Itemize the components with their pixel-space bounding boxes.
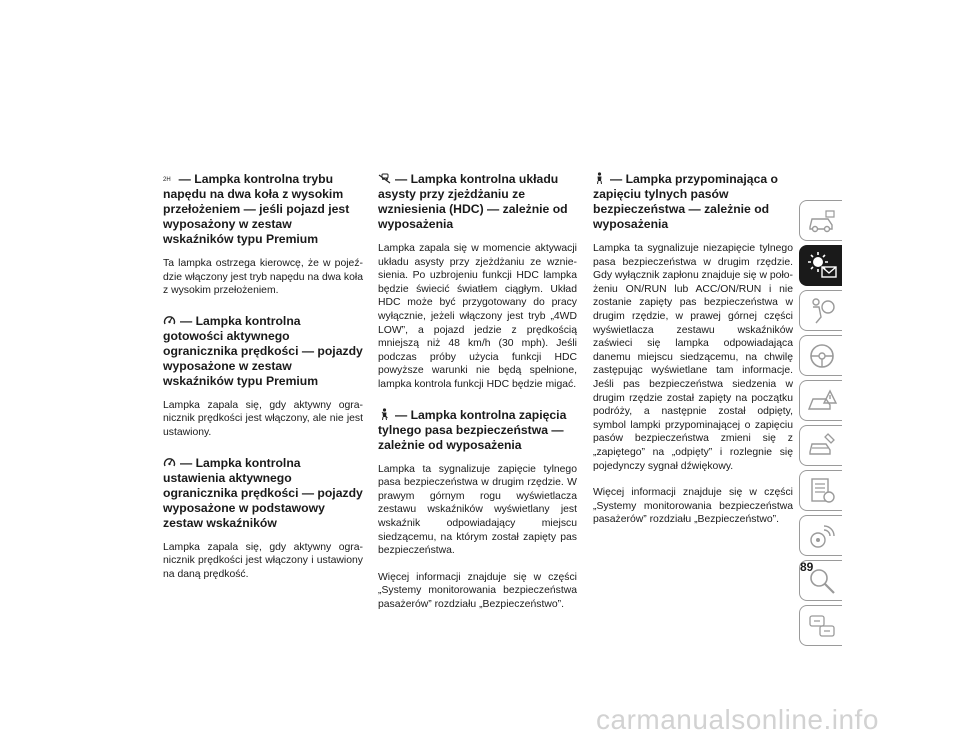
text-column-3 bbox=[593, 172, 793, 527]
section-body: Lampka zapala się, gdy aktywny ogranicznik prędkości jest włączony i ustawiony na daną prędkość. bbox=[163, 541, 363, 580]
multimedia-icon bbox=[806, 520, 838, 552]
text-column-2 bbox=[378, 172, 577, 611]
section-heading-2h-indicator: 2H — Lampka kontrolna trybu napędu na dwa koła z wysokim przełożeniem — jeśli pojazd jest wyposażony w zestaw wskaźników typu Premium bbox=[163, 172, 350, 246]
section-body: Lampka zapala się w momencie aktywacji układu asysty przy zjeżdżaniu ze wzniesienia. Po uzbrojeniu funkcji HDC lampka będzie świecić światłem ciągłym. Układ HDC może być przygotowany do pracy wyłącznie, jeżeli włączony jest tryb „4WD LOW”, a pojazd jedzie z prędkością mniejszą niż 48 km/h (30 mph). Jeśli podczas próby użycia funkcji HDC powyższe warunki nie będą spełnione, lampka kontrola funkcji HDC będzie migać. bbox=[378, 243, 577, 390]
section-body: Lampka zapala się, gdy aktywny ogranicznik prędkości jest włączony, ale nie jest ustawiony. bbox=[163, 399, 363, 438]
tab-multimedia[interactable] bbox=[799, 515, 842, 556]
section-heading-speed-limiter-set: — Lampka kontrolna ustawienia aktywnego ogranicznika prędkości — pojazdy wyposażone w podstawowy zestaw wskaźników bbox=[163, 455, 363, 530]
seatbelt-icon bbox=[378, 408, 391, 420]
watermark: carmanualsonline.info bbox=[596, 704, 879, 735]
steering-wheel-icon bbox=[806, 340, 838, 372]
car-info-icon bbox=[806, 205, 838, 237]
section-heading-rear-belt-fastened: — Lampka kontrolna zapięcia tylnego pasa bezpieczeństwa — zależnie od wyposażenia bbox=[378, 407, 567, 452]
tab-emergency[interactable] bbox=[799, 380, 842, 421]
section-heading-rear-belt-reminder: — Lampka przypominająca o zapięciu tylnych pasów bezpieczeństwa — zależnie od wyposażenia bbox=[593, 172, 778, 231]
speed-limiter-icon bbox=[163, 314, 176, 326]
tab-servicing[interactable] bbox=[799, 425, 842, 466]
section-heading-speed-limiter-ready: — Lampka kontrolna gotowości aktywnego ogranicznika prędkości — pojazdy wyposażone w zestaw wskaźników typu Premium bbox=[163, 313, 363, 388]
emergency-icon bbox=[806, 385, 838, 417]
warning-lights-icon bbox=[806, 250, 838, 282]
tab-car-info[interactable] bbox=[799, 200, 842, 241]
text-column-1 bbox=[163, 172, 363, 581]
speed-limiter-icon bbox=[163, 456, 176, 468]
section-body: Lampka ta sygnalizuje niezapięcie tylnego pasa bezpieczeństwa w drugim rzędzie. Gdy wyłącznik zapłonu znajduje się w położeniu ON/RUN lub ACC/ON/RUN i nie zostanie zapięty pas bezpieczeństwa w drugim rzędzie, w prawej górnej części wyświetlacza zestawu wskaźników zaświeci się lampka odpowiadająca danemu miejscu siedzącemu, na chwilę zastępując wyświetlane tam informacje. Jeśli pas bezpieczeństwa siedzenia w drugim rzędzie został zapięty na początku podróży, a następnie został odpięty, symbol lampki przypominającej o zapięciu pasów bezpieczeństwa zmieni się z „zapiętego” na „odpięty” i rozlegnie się pojedynczy sygnał dźwiękowy. bbox=[593, 243, 793, 472]
specifications-icon bbox=[806, 475, 838, 507]
hill-descent-icon bbox=[378, 172, 391, 184]
2h-indicator-icon: 2H bbox=[163, 177, 171, 183]
section-body: Więcej informacji znajduje się w części „Systemy monitorowania bezpieczeństwa pasażerów” rozdziału „Bezpieczeństwo”. bbox=[378, 571, 577, 610]
tab-specifications[interactable] bbox=[799, 470, 842, 511]
tab-language[interactable] bbox=[799, 605, 842, 646]
tab-warning-lights[interactable] bbox=[799, 245, 842, 286]
service-icon bbox=[806, 430, 838, 462]
tab-safety[interactable] bbox=[799, 290, 842, 331]
language-icon bbox=[806, 610, 838, 642]
airbag-safety-icon bbox=[806, 295, 838, 327]
page-number: 89 bbox=[800, 560, 814, 574]
section-body: Lampka ta sygnalizuje zapięcie tylnego pasa bezpieczeństwa w drugim rzędzie. W prawym górnym rogu wyświetlacza zestawu wskaźników wyświetlany jest wskaźnik odpowiadający miejscu siedzącemu, na którym został zapięty pas bezpieczeństwa. bbox=[378, 463, 577, 557]
seatbelt-reminder-icon bbox=[593, 172, 606, 184]
section-heading-hdc: — Lampka kontrolna układu asysty przy zjeżdżaniu ze wzniesienia (HDC) — zależnie od wyposażenia bbox=[378, 172, 568, 231]
chapter-tabs bbox=[799, 200, 842, 650]
tab-starting-driving[interactable] bbox=[799, 335, 842, 376]
section-body: Więcej informacji znajduje się w części „Systemy monitorowania bezpieczeństwa pasażerów” rozdziału „Bezpieczeństwo”. bbox=[593, 487, 793, 526]
section-body: Ta lampka ostrzega kierowcę, że w pojeździe włączony jest tryb napędu na dwa koła z wysokim przełożeniem. bbox=[163, 258, 363, 297]
